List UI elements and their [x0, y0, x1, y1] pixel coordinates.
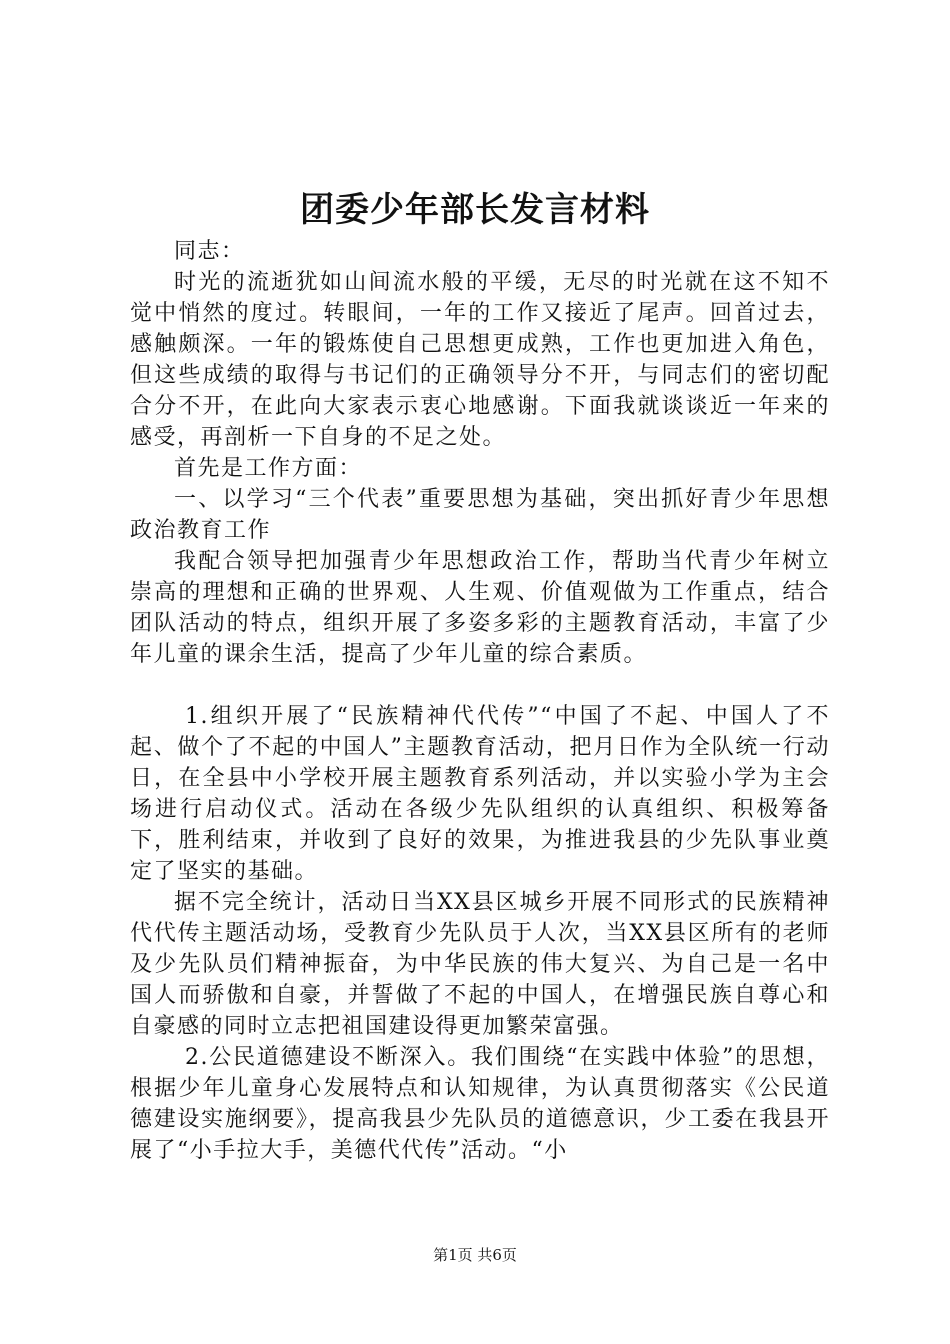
- salutation: 同志：: [174, 239, 245, 264]
- page-footer: 第1页 共6页: [433, 1246, 517, 1264]
- paragraph-item-2: 2.公民道德建设不断深入。我们围绕“在实践中体验”的思想，根据少年儿童身心发展特点和认知规律，为认真贯彻落实《公民道德建设实施纲要》，提高我县少先队员的道德意识，少工委在我县开展了“小手拉大手，美德代代传”活动。“小: [130, 1045, 830, 1163]
- paragraph-intro: 时光的流逝犹如山间流水般的平缓，无尽的时光就在这不知不觉中悄然的度过。转眼间，一年的工作又接近了尾声。回首过去，感触颇深。一年的锻炼使自己思想更成熟，工作也更加进入角色，但这些成绩的取得与书记们的正确领导分不开，与同志们的密切配合分不开，在此向大家表示衷心地感谢。下面我就谈谈近一年来的感受，再剖析一下自身的不足之处。: [130, 270, 830, 450]
- document-body: [130, 236, 830, 1166]
- document-title: 团委少年部长发言材料: [300, 190, 650, 230]
- paragraph-item-1: 1.组织开展了“民族精神代代传”“中国了不起、中国人了不起、做个了不起的中国人”主题教育活动，把月日作为全队统一行动日，在全县中小学校开展主题教育系列活动，并以实验小学为主会场进行启动仪式。活动在各级少先队组织的认真组织、积极筹备下，胜利结束，并收到了良好的效果，为推进我县的少先队事业奠定了坚实的基础。: [130, 704, 830, 884]
- paragraph-section-1: 我配合领导把加强青少年思想政治工作，帮助当代青少年树立崇高的理想和正确的世界观、人生观、价值观做为工作重点，结合团队活动的特点，组织开展了多姿多彩的主题教育活动，丰富了少年儿童的课余生活，提高了少年儿童的综合素质。: [130, 549, 830, 667]
- paragraph-statistics: 据不完全统计，活动日当XX县区城乡开展不同形式的民族精神代代传主题活动场，受教育少先队员于人次，当XX县区所有的老师及少先队员们精神振奋，为中华民族的伟大复兴、为自己是一名中国人而骄傲和自豪，并誓做了不起的中国人，在增强民族自尊心和自豪感的同时立志把祖国建设得更加繁荣富强。: [130, 890, 830, 1039]
- blank-line: [130, 670, 830, 701]
- section-heading-1: 一、以学习“三个代表”重要思想为基础，突出抓好青少年思想政治教育工作: [130, 487, 830, 543]
- paragraph-work-heading: 首先是工作方面：: [174, 456, 363, 481]
